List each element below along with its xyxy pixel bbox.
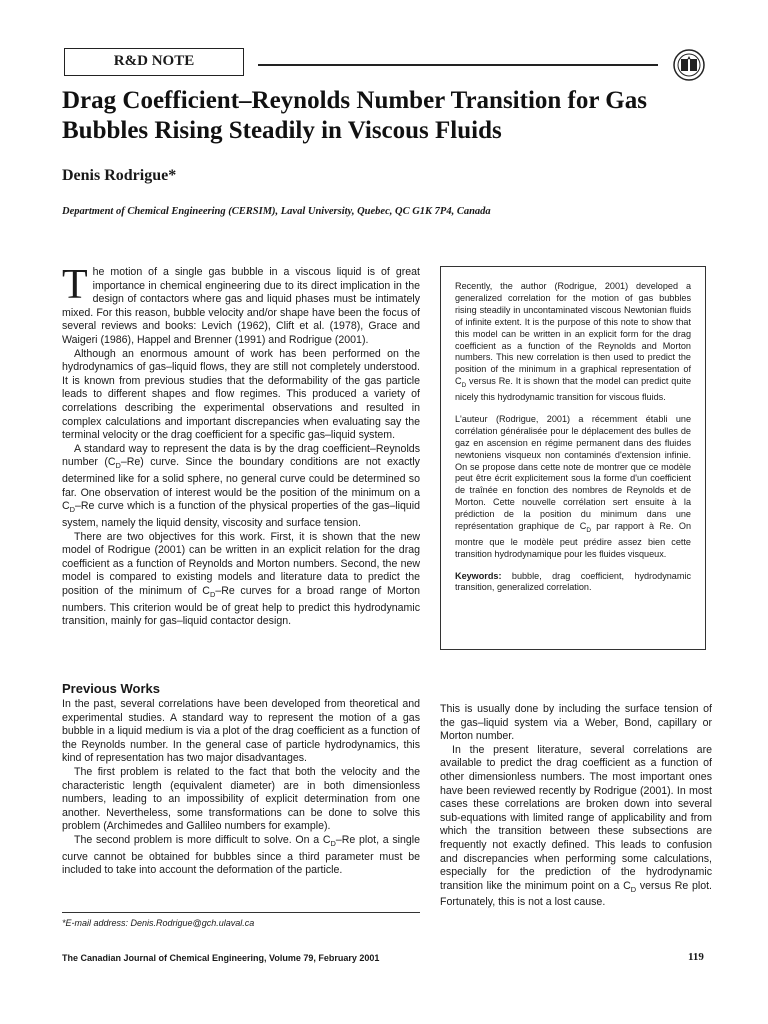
keywords-label: Keywords:: [455, 570, 502, 581]
intro-paragraph-4: There are two objectives for this work. First, it is shown that the new model of Rodrigue (2001) can be written in an explicit relation for the drag coefficient as a function of Reynolds and Morton numbers. Second, the new model is compared to existing models and literature data to predict the position of the minimum of $C_D-Re$ curves for a broad range of Morton numbers. This criterion would be of great help to predict this hydrodynamic transition, mainly for gas–liquid contactor design.: [62, 530, 420, 628]
previous-paragraph-2: The first problem is related to the fact that both the velocity and the characteristic length (equivalent diameter) are in both dimensionless numbers, leading to an impossibility of explicit determination from one another. Nevertheless, some transformations can be done to solve this problem (Archimedes and Gallileo numbers for example).: [62, 765, 420, 833]
intro-paragraph-2: Although an enormous amount of work has been performed on the hydrodynamics of gas–liquid flows, they are still not completely understood. It is known from previous studies that the deformability of the gas particle leads to different shapes and flow regimes. This produced a variety of correlations describing the experimental observations and resulted in complex calculations and important discrepancies when evaluating say the terminal velocity or the drag coefficient for a specific gas–liquid system.: [62, 347, 420, 442]
note-label: R&D NOTE: [113, 53, 195, 69]
intro-paragraph-1: The motion of a single gas bubble in a viscous liquid is of great importance in chemical engineering due to its direct implication in the design of contactors where gas and liquid phases must be intimately mixed. For this reason, bubble velocity and/or shape have been the focus of several reviews and books: Levich (1962), Clift et al. (1978), Grace and Waigeri (1986), Happel and Brenner (1991) and Rodrigue (2001).: [62, 262, 420, 346]
drop-cap: T: [62, 262, 88, 308]
bilingual-note-logo-icon: [672, 48, 706, 82]
intro-paragraph-3: A standard way to represent the data is by the drag coefficient–Reynolds number $(C_D-Re)$ curve. Since the boundary conditions are not exactly determined like for a solid sphere, no general curve could be determined so far. One observation of interest would be the position of the minimum on a $C_D-Re$ curve which is a function of the physical properties of the gas–liquid system, namely the liquid density, viscosity and surface tension.: [62, 442, 420, 529]
right-paragraph-1: This is usually done by including the surface tension of the gas–liquid system via a Weber, Bond, capillary or Morton number.: [440, 703, 712, 743]
footnote-email: *E-mail address: Denis.Rodrigue@gch.ulaval.ca: [62, 918, 255, 928]
previous-paragraph-3: The second problem is more difficult to solve. On a $C_D-Re$ plot, a single curve cannot be obtained for bubbles since a third parameter must be included to take into account the deformation of the particle.: [62, 833, 421, 877]
section-label-box: [64, 48, 244, 76]
right-column-text: [440, 703, 712, 910]
author-name: Denis Rodrigue*: [62, 167, 177, 184]
author-affiliation: Department of Chemical Engineering (CERSIM), Laval University, Quebec, QC G1K 7P4, Canada: [62, 206, 491, 217]
previous-works-section: [62, 698, 420, 878]
keywords: Keywords: bubble, drag coefficient, hydrodynamic transition, generalized correlation.: [455, 570, 691, 593]
header-rule: [258, 64, 658, 66]
abstract-french: L'auteur (Rodrigue, 2001) a récemment établi une corrélation généralisée pour le déplacement des bulles de gaz en ascension en régime permanent dans des fluides newtoniens visqueux non contaminés d'extension infinie. On se propose dans cette note de montrer que ce modèle peut être écrit explicitement sous la forme d'un coefficient de traînée en fonction des nombres de Reynolds et de Morton. Cette nouvelle corrélation sert ensuite à la prédiction de la position du minimum dans une représentation graphique de $C_D$ par rapport à Re. On montre que le modèle peut prédire assez bien cette transition hydrodynamique pour les fluides visqueux.: [455, 413, 691, 559]
abstract-english: Recently, the author (Rodrigue, 2001) developed a generalized correlation for the motion of gas bubbles rising steadily in uncontaminated viscous Newtonian fluids of infinite extent. It is the purpose of this note to show that this model can be written in an explicit form for the drag coefficient as a function of the Reynolds and Morton numbers. This new correlation is then used to predict the position of the minimum in a graphical representation of $C_D$ versus Re. It is shown that the model can predict quite nicely this hydrodynamic transition for viscous fluids.: [455, 281, 691, 402]
abstract-box: [440, 266, 706, 650]
section-heading-previous-works: Previous Works: [62, 681, 161, 696]
journal-citation: The Canadian Journal of Chemical Engineering, Volume 79, February 2001: [62, 953, 380, 963]
page-number: 119: [688, 951, 704, 963]
footnote-divider: [62, 912, 420, 913]
previous-paragraph-1: In the past, several correlations have been developed from theoretical and experimental studies. A standard way to represent the motion of a gas bubble in a liquid medium is via a plot of the drag coefficient as a function of the Reynolds number. In the general case of particle hydrodynamics, this kind of representation has two major disadvantages.: [62, 698, 420, 765]
article-title: Drag Coefficient–Reynolds Number Transition for Gas Bubbles Rising Steadily in Viscous Fluids: [62, 87, 647, 144]
right-paragraph-2: In the present literature, several correlations are available to predict the drag coefficient as a function of other dimensionless numbers. The most important ones have been reviewed recently by Rodrigue (2001). In most cases these correlations are broken down into several sub-equations with limited range of applicability and from which the transition between these subsections are frequently not exactly defined. This leads to confusion and discrepancies when performing some calculations, especially for the prediction of the hydrodynamic transition like the minimum point on a $C_D$ versus Re plot. Fortunately, this is not a lost cause.: [440, 743, 712, 909]
intro-section: [62, 262, 420, 629]
